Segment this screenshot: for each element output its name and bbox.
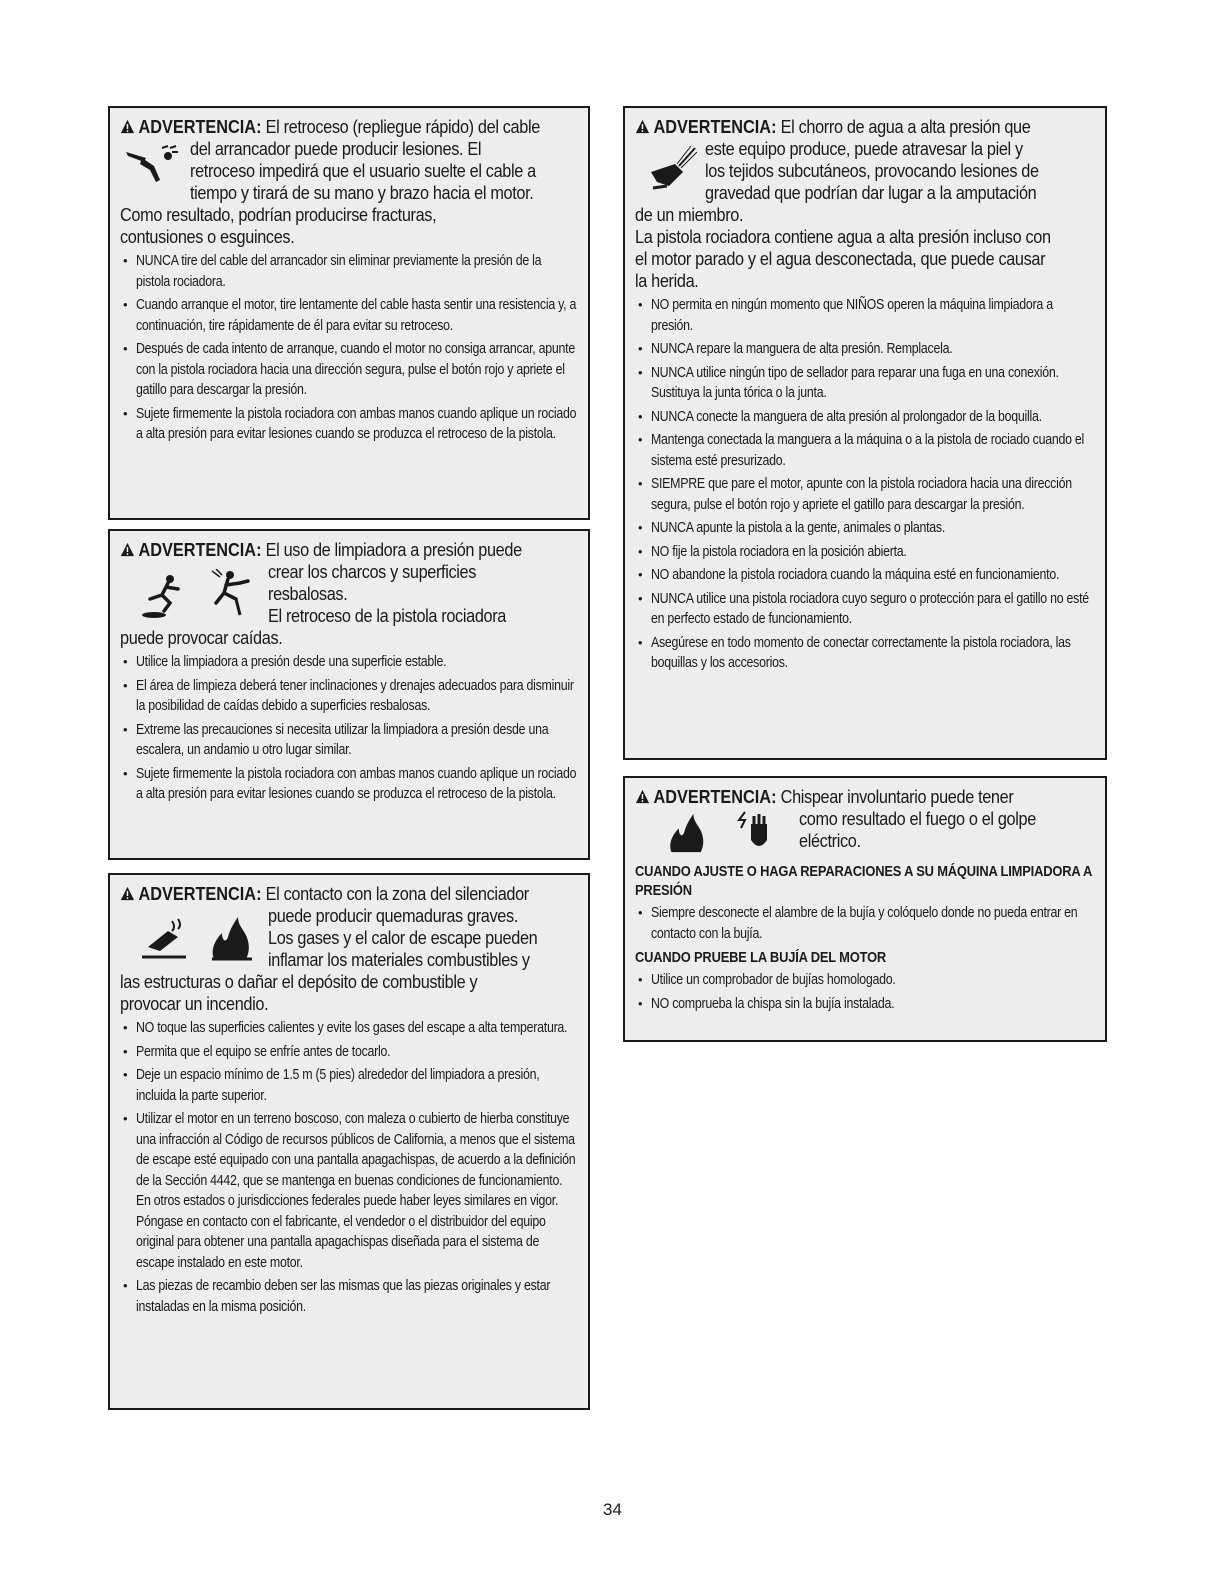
- kickback-icon: [124, 144, 182, 184]
- list-item: • NUNCA conecte la manguera de alta presión al prolongador de la boquilla.: [635, 407, 1095, 428]
- warning-triangle-icon: [120, 119, 135, 134]
- warning-lead: [120, 204, 579, 248]
- warning-triangle-icon: [120, 886, 135, 901]
- warning-heading: ADVERTENCIA: El contacto con la zona del silenciador: [120, 883, 579, 905]
- text-line: de un miembro.: [635, 204, 744, 225]
- text-line: como resultado el fuego o el golpe: [799, 808, 1036, 829]
- spray-recoil-fall-icon: [210, 569, 256, 619]
- list-item: • NO toque las superficies calientes y evite los gases del escape a alta temperatura.: [120, 1018, 578, 1039]
- warning-box-muffler: [108, 873, 590, 1410]
- list-item: • Cuando arranque el motor, tire lentamente del cable hasta sentir una resistencia y, a continuación, tire rápidamente de él para evitar su retroceso.: [120, 295, 578, 336]
- section-subheading: CUANDO AJUSTE O HAGA REPARACIONES A SU MÁQUINA LIMPIADORA A PRESIÓN: [635, 863, 1092, 899]
- list-item: • Utilice un comprobador de bujías homologado.: [635, 970, 1095, 991]
- warning-heading: ADVERTENCIA: Chispear involuntario puede tener: [635, 786, 1096, 808]
- list-item: • Siempre desconecte el alambre de la bujía y colóquelo donde no pueda entrar en contacto con la bujía.: [635, 903, 1095, 944]
- list-item: • NUNCA repare la manguera de alta presión. Remplacela.: [635, 339, 1095, 360]
- kickback-pictogram-icon: [124, 144, 182, 184]
- text-line: la herida.: [635, 270, 699, 291]
- warning-heading: ADVERTENCIA: El chorro de agua a alta presión que: [635, 116, 1096, 138]
- list-item: • NUNCA apunte la pistola a la gente, animales o plantas.: [635, 518, 1095, 539]
- list-item: • NO fije la pistola rociadora en la posición abierta.: [635, 542, 1095, 563]
- warning-box-spark: [623, 776, 1107, 1042]
- text-line: crear los charcos y superficies: [268, 561, 477, 582]
- text-line: El retroceso de la pistola rociadora: [268, 605, 506, 626]
- list-item: • Deje un espacio mínimo de 1.5 m (5 pies) alrededor del limpiadora a presión, incluida la parte superior.: [120, 1065, 578, 1106]
- list-item: • Después de cada intento de arranque, cuando el motor no consiga arrancar, apunte con la pistola rociadora hacia una dirección segura, pulse el botón rojo y apriete el gatillo para descargar la presión.: [120, 339, 578, 401]
- warning-lead: [635, 204, 1096, 292]
- text-line: gravedad que podrían dar lugar a la amputación: [705, 182, 1037, 203]
- warning-lead: [120, 627, 579, 649]
- slip-fall-icon: [140, 573, 188, 619]
- hot-surface-icon: [138, 917, 190, 961]
- warning-triangle-icon: [120, 542, 135, 557]
- warning-box-kickback: [108, 106, 590, 520]
- text-line: las estructuras o dañar el depósito de combustible y: [120, 971, 478, 992]
- bullet-list: [635, 295, 1095, 674]
- list-item: • Utilice la limpiadora a presión desde una superficie estable.: [120, 652, 578, 673]
- text-line: este equipo produce, puede atravesar la piel y: [705, 138, 1023, 159]
- bullet-list: [635, 903, 1095, 944]
- warning-lead: [120, 971, 579, 1015]
- text-line: Como resultado, podrían producirse fracturas,: [120, 204, 437, 225]
- text-line: contusiones o esguinces.: [120, 226, 295, 247]
- warning-triangle-icon: [635, 789, 650, 804]
- list-item: • Mantenga conectada la manguera a la máquina o a la pistola de rociado cuando el sistema esté presurizado.: [635, 430, 1095, 471]
- list-item: • Las piezas de recambio deben ser las mismas que las piezas originales y estar instaladas en la misma posición.: [120, 1276, 578, 1317]
- text-line: provocar un incendio.: [120, 993, 269, 1014]
- list-item: • NO abandone la pistola rociadora cuando la máquina esté en funcionamiento.: [635, 565, 1095, 586]
- list-item: • NO permita en ningún momento que NIÑOS operen la máquina limpiadora a presión.: [635, 295, 1095, 336]
- list-item: • NUNCA utilice una pistola rociadora cuyo seguro o protección para el gatillo no esté en perfecto estado de funcionamiento.: [635, 589, 1095, 630]
- list-item: • NUNCA tire del cable del arrancador sin eliminar previamente la presión de la pistola rociadora.: [120, 251, 578, 292]
- list-item: • Sujete firmemente la pistola rociadora con ambas manos cuando aplique un rociado a alta presión para evitar lesiones cuando se produzca el retroceso de la pistola.: [120, 404, 578, 445]
- injection-hazard-icon: [649, 146, 699, 192]
- bullet-list: [120, 1018, 578, 1317]
- warning-heading: ADVERTENCIA: El uso de limpiadora a presión puede: [120, 539, 579, 561]
- text-line: eléctrico.: [799, 830, 861, 851]
- bullet-list: [120, 652, 578, 805]
- list-item: • NUNCA utilice ningún tipo de sellador para reparar una fuga en una conexión. Sustituya la junta tórica o la junta.: [635, 363, 1095, 404]
- page-number: 34: [603, 1500, 622, 1519]
- warning-triangle-icon: [635, 119, 650, 134]
- text-line: el motor parado y el agua desconectada, que puede causar: [635, 248, 1046, 269]
- section-subheading: CUANDO PRUEBE LA BUJÍA DEL MOTOR: [635, 949, 887, 966]
- fire-icon: [208, 915, 254, 961]
- text-line: del arrancador puede producir lesiones. El: [190, 138, 482, 159]
- text-line: resbalosas.: [268, 583, 348, 604]
- list-item: • SIEMPRE que pare el motor, apunte con la pistola rociadora hacia una dirección segura, pulse el botón rojo y apriete el gatillo para descargar la presión.: [635, 474, 1095, 515]
- list-item: • Utilizar el motor en un terreno boscoso, con maleza o cubierto de hierba constituye una infracción al Código de recursos públicos de California, a menos que el sistema de escape esté equipado con una pantalla apagachispas, de acuerdo a la definición de la Sección 4442, que se mantenga en buenas condiciones de funcionamiento. En otros estados o jurisdicciones federales puede haber leyes similares en vigor. Póngase en contacto con el fabricante, el vendedor o el distribuidor del equipo original para obtener una pantalla apagachispas diseñada para el sistema de escape instalado en este motor.: [120, 1109, 578, 1273]
- list-item: • Extreme las precauciones si necesita utilizar la limpiadora a presión desde una escalera, un andamio u otro lugar similar.: [120, 720, 578, 761]
- text-line: La pistola rociadora contiene agua a alta presión incluso con: [635, 226, 1051, 247]
- text-line: puede producir quemaduras graves.: [268, 905, 518, 926]
- list-item: • Asegúrese en todo momento de conectar correctamente la pistola rociadora, las boquillas y los accesorios.: [635, 633, 1095, 674]
- text-line: los tejidos subcutáneos, provocando lesiones de: [705, 160, 1039, 181]
- bullet-list: [635, 970, 1095, 1014]
- bullet-list: [120, 251, 578, 445]
- electric-shock-icon: [735, 810, 775, 854]
- fire-icon: [665, 812, 709, 854]
- text-line: Los gases y el calor de escape pueden: [268, 927, 538, 948]
- text-line: tiempo y tirará de su mano y brazo hacia el motor.: [190, 182, 534, 203]
- text-line: inflamar los materiales combustibles y: [268, 949, 530, 970]
- text-line: retroceso impedirá que el usuario suelte el cable a: [190, 160, 536, 181]
- warning-box-slippery: [108, 529, 590, 860]
- text-line: puede provocar caídas.: [120, 627, 283, 648]
- list-item: • El área de limpieza deberá tener inclinaciones y drenajes adecuados para disminuir la posibilidad de caídas debido a superficies resbalosas.: [120, 676, 578, 717]
- list-item: • Permita que el equipo se enfríe antes de tocarlo.: [120, 1042, 578, 1063]
- list-item: • Sujete firmemente la pistola rociadora con ambas manos cuando aplique un rociado a alta presión para evitar lesiones cuando se produzca el retroceso de la pistola.: [120, 764, 578, 805]
- list-item: • NO comprueba la chispa sin la bujía instalada.: [635, 994, 1095, 1015]
- warning-box-water-jet: [623, 106, 1107, 760]
- warning-heading: ADVERTENCIA: El retroceso (repliegue rápido) del cable: [120, 116, 579, 138]
